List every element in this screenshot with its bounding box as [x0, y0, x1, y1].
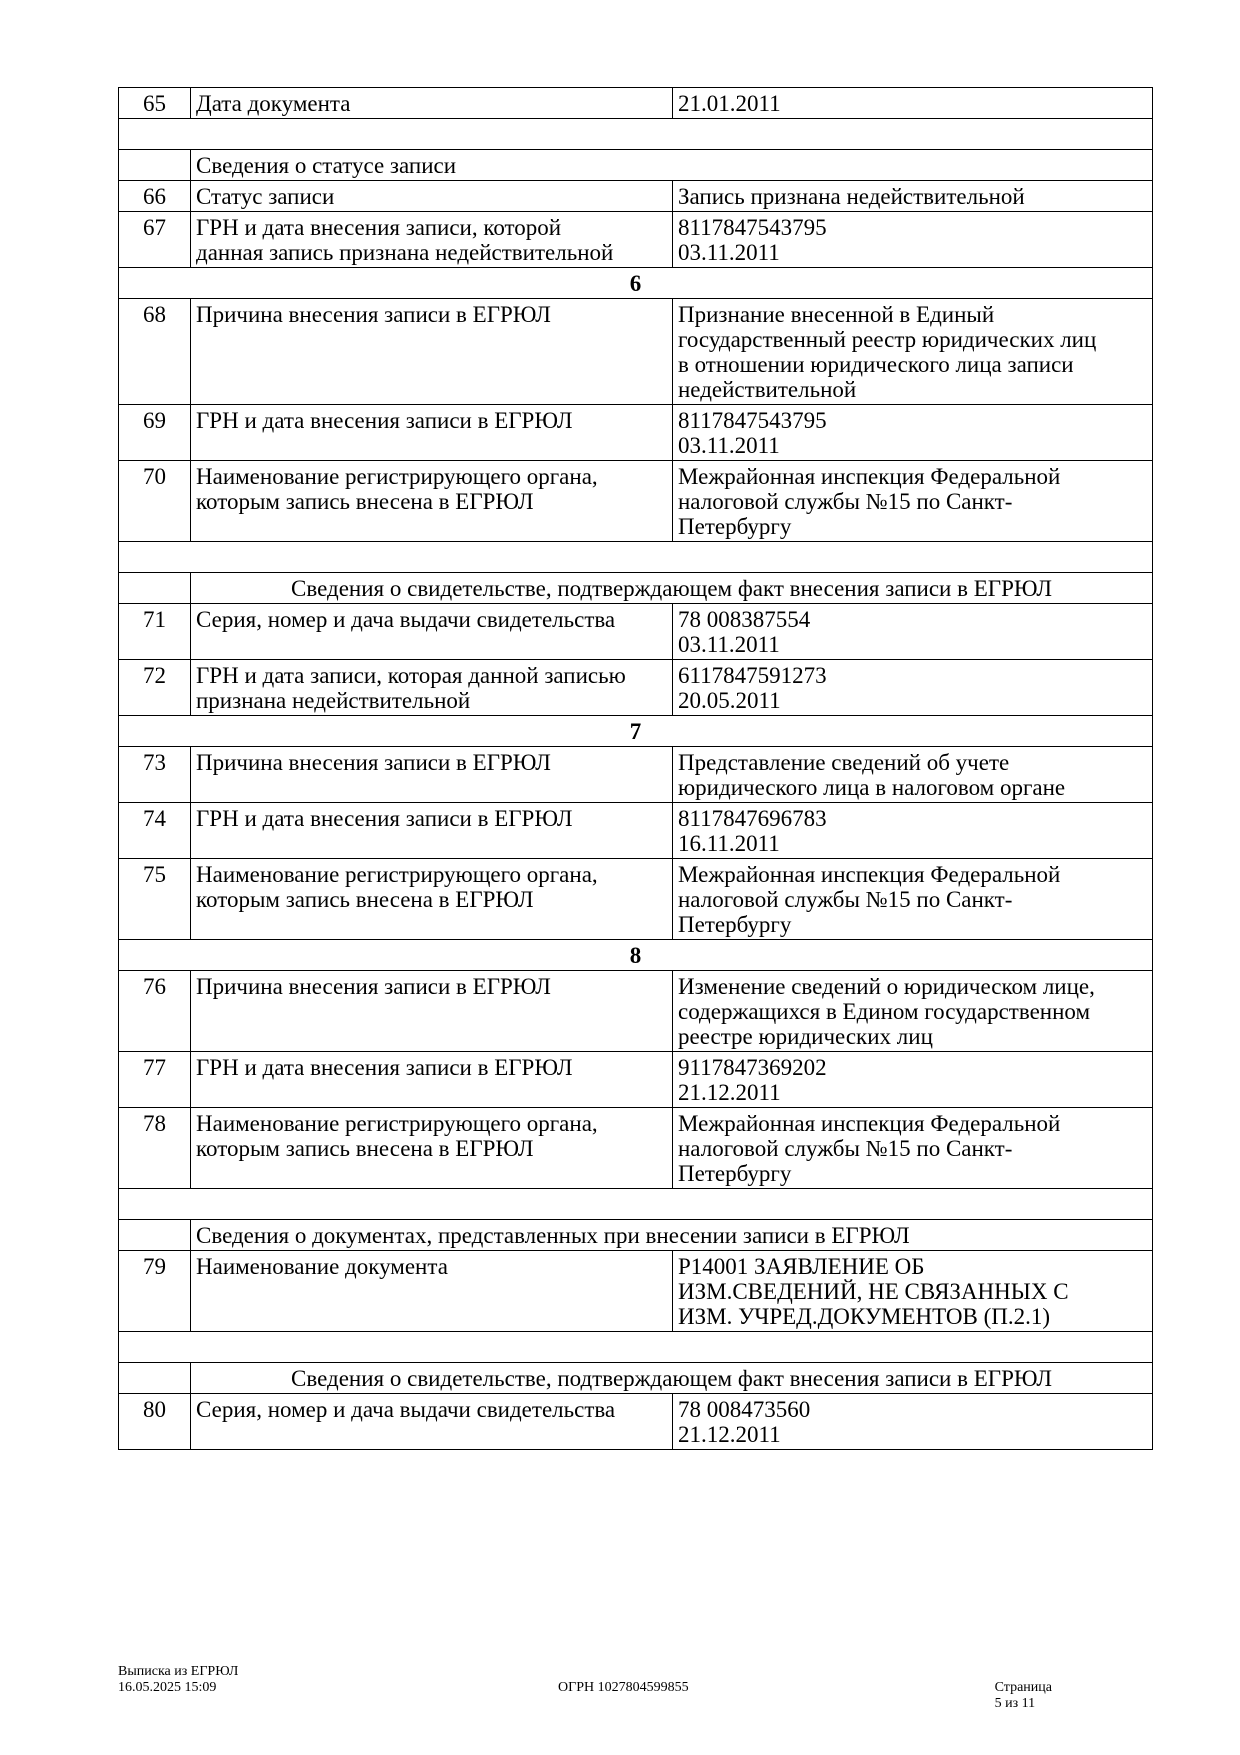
row-value: Межрайонная инспекция Федеральной налоговой службы №15 по Санкт- Петербургу — [673, 859, 1153, 940]
section-title: Сведения о свидетельстве, подтверждающем факт внесения записи в ЕГРЮЛ — [191, 573, 1153, 604]
section-header-row — [119, 1363, 1153, 1394]
row-label: Причина внесения записи в ЕГРЮЛ — [191, 299, 673, 405]
row-number: 74 — [119, 803, 191, 859]
table-row — [119, 971, 1153, 1052]
row-label: Причина внесения записи в ЕГРЮЛ — [191, 971, 673, 1052]
row-number: 78 — [119, 1108, 191, 1189]
table-row — [119, 1108, 1153, 1189]
row-value: Р14001 ЗАЯВЛЕНИЕ ОБ ИЗМ.СВЕДЕНИЙ, НЕ СВЯЗАННЫХ С ИЗМ. УЧРЕД.ДОКУМЕНТОВ (П.2.1) — [673, 1251, 1153, 1332]
egrul-record-table — [118, 87, 1153, 1450]
row-value: 21.01.2011 — [673, 88, 1153, 119]
table-row — [119, 604, 1153, 660]
spacer-row — [119, 1189, 1153, 1220]
row-number: 66 — [119, 181, 191, 212]
row-value: 8117847543795 03.11.2011 — [673, 405, 1153, 461]
row-value: 78 008387554 03.11.2011 — [673, 604, 1153, 660]
table-row — [119, 181, 1153, 212]
section-number-cell — [119, 1363, 191, 1394]
section-header-row — [119, 150, 1153, 181]
row-value: Межрайонная инспекция Федеральной налоговой службы №15 по Санкт- Петербургу — [673, 461, 1153, 542]
spacer-cell — [119, 119, 1153, 150]
row-label: ГРН и дата внесения записи в ЕГРЮЛ — [191, 405, 673, 461]
row-number: 75 — [119, 859, 191, 940]
row-value: Признание внесенной в Единый государственный реестр юридических лиц в отношении юридического лица записи недействительной — [673, 299, 1153, 405]
record-group-row — [119, 716, 1153, 747]
spacer-cell — [119, 1332, 1153, 1363]
row-number: 65 — [119, 88, 191, 119]
row-label: ГРН и дата записи, которая данной записью признана недействительной — [191, 660, 673, 716]
row-label: Наименование регистрирующего органа, которым запись внесена в ЕГРЮЛ — [191, 1108, 673, 1189]
row-label: Серия, номер и дача выдачи свидетельства — [191, 1394, 673, 1450]
row-value: Межрайонная инспекция Федеральной налоговой службы №15 по Санкт- Петербургу — [673, 1108, 1153, 1189]
row-label: Наименование регистрирующего органа, которым запись внесена в ЕГРЮЛ — [191, 859, 673, 940]
row-number: 76 — [119, 971, 191, 1052]
section-header-row — [119, 573, 1153, 604]
row-value: 8117847696783 16.11.2011 — [673, 803, 1153, 859]
table-row — [119, 299, 1153, 405]
row-value: Запись признана недействительной — [673, 181, 1153, 212]
spacer-cell — [119, 1189, 1153, 1220]
table-row — [119, 1251, 1153, 1332]
section-title: Сведения о документах, представленных при внесении записи в ЕГРЮЛ — [191, 1220, 1153, 1251]
row-value: 6117847591273 20.05.2011 — [673, 660, 1153, 716]
footer-page-text: Страница 5 из 11 — [994, 1680, 1052, 1711]
row-value: Изменение сведений о юридическом лице, содержащихся в Едином государственном реестре юридических лиц — [673, 971, 1153, 1052]
table-row — [119, 405, 1153, 461]
section-title: Сведения о свидетельстве, подтверждающем факт внесения записи в ЕГРЮЛ — [191, 1363, 1153, 1394]
row-value: 8117847543795 03.11.2011 — [673, 212, 1153, 268]
table-row — [119, 660, 1153, 716]
row-value: Представление сведений об учете юридического лица в налоговом органе — [673, 747, 1153, 803]
row-label: ГРН и дата внесения записи, которой данная запись признана недействительной — [191, 212, 673, 268]
row-number: 77 — [119, 1052, 191, 1108]
record-group-row — [119, 268, 1153, 299]
table-row — [119, 212, 1153, 268]
row-number: 70 — [119, 461, 191, 542]
record-group-row — [119, 940, 1153, 971]
spacer-row — [119, 119, 1153, 150]
row-value: 9117847369202 21.12.2011 — [673, 1052, 1153, 1108]
table-row — [119, 1052, 1153, 1108]
section-header-row — [119, 1220, 1153, 1251]
section-number-cell — [119, 150, 191, 181]
section-number-cell — [119, 1220, 191, 1251]
record-group-number: 8 — [119, 940, 1153, 971]
row-number: 69 — [119, 405, 191, 461]
section-number-cell — [119, 573, 191, 604]
footer-document-info — [118, 1664, 238, 1696]
table-row — [119, 88, 1153, 119]
row-number: 72 — [119, 660, 191, 716]
record-group-number: 7 — [119, 716, 1153, 747]
row-label: ГРН и дата внесения записи в ЕГРЮЛ — [191, 803, 673, 859]
footer-datetime: 16.05.2025 15:09 — [118, 1680, 217, 1695]
table-row — [119, 461, 1153, 542]
spacer-row — [119, 542, 1153, 573]
spacer-row — [119, 1332, 1153, 1363]
row-label: Статус записи — [191, 181, 673, 212]
row-label: ГРН и дата внесения записи в ЕГРЮЛ — [191, 1052, 673, 1108]
table-row — [119, 747, 1153, 803]
row-number: 68 — [119, 299, 191, 405]
spacer-cell — [119, 542, 1153, 573]
footer-doc-title: Выписка из ЕГРЮЛ — [118, 1664, 239, 1679]
row-label: Причина внесения записи в ЕГРЮЛ — [191, 747, 673, 803]
row-label: Серия, номер и дача выдачи свидетельства — [191, 604, 673, 660]
row-number: 80 — [119, 1394, 191, 1450]
row-number: 67 — [119, 212, 191, 268]
table-row — [119, 859, 1153, 940]
record-group-number: 6 — [119, 268, 1153, 299]
section-title: Сведения о статусе записи — [191, 150, 1153, 181]
table-row — [119, 803, 1153, 859]
row-value: 78 008473560 21.12.2011 — [673, 1394, 1153, 1450]
footer-ogrn: ОГРН 1027804599855 — [558, 1680, 689, 1695]
row-label: Дата документа — [191, 88, 673, 119]
row-number: 73 — [119, 747, 191, 803]
table-row — [119, 1394, 1153, 1450]
row-label: Наименование регистрирующего органа, которым запись внесена в ЕГРЮЛ — [191, 461, 673, 542]
row-label: Наименование документа — [191, 1251, 673, 1332]
row-number: 79 — [119, 1251, 191, 1332]
row-number: 71 — [119, 604, 191, 660]
